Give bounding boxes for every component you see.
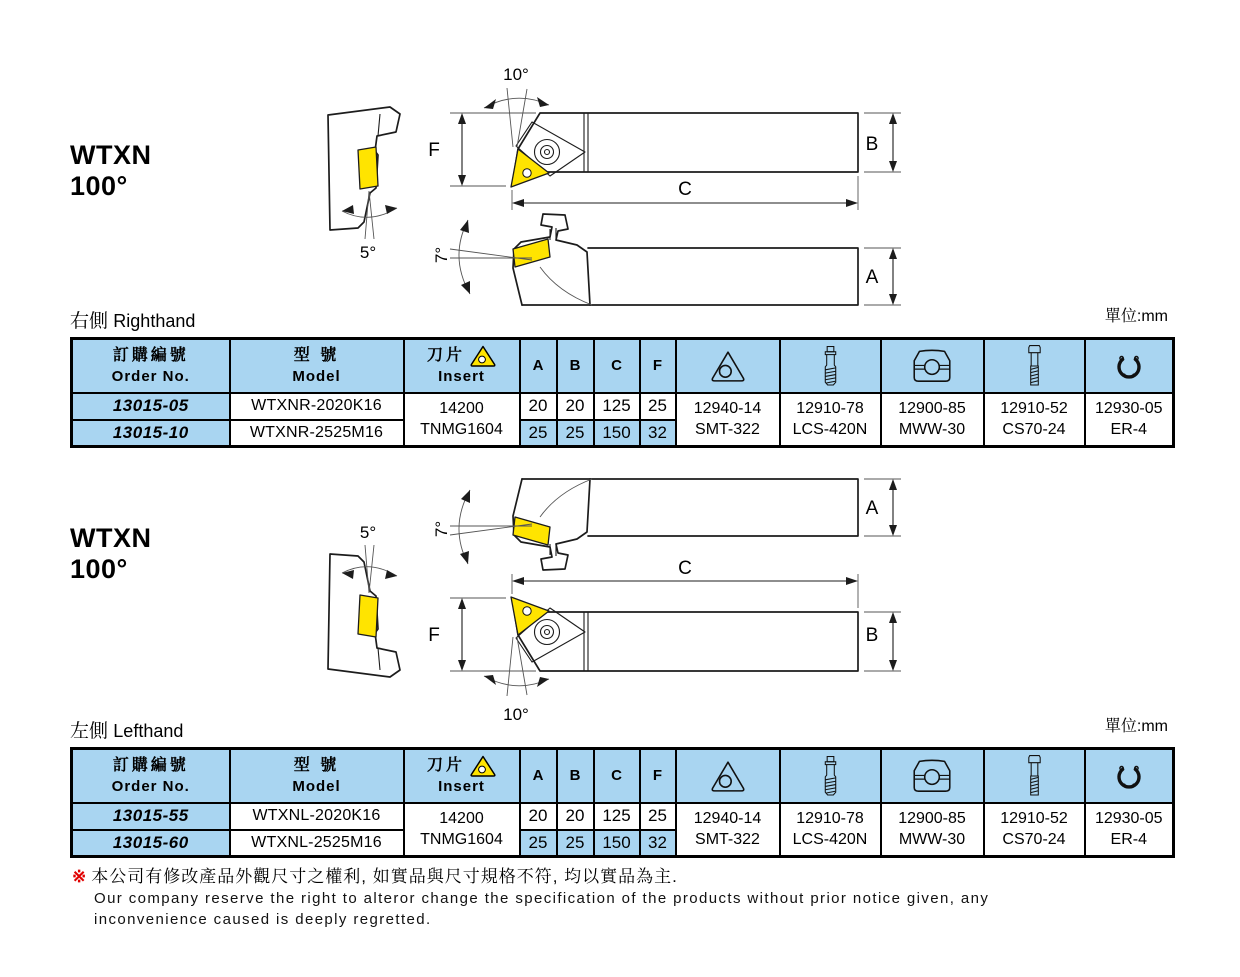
end-view <box>328 107 400 239</box>
shim-screw-icon <box>821 755 840 797</box>
series-angle: 100° <box>70 554 128 584</box>
righthand-spec-table <box>70 337 1175 448</box>
col-clamp <box>881 749 984 803</box>
end-view <box>328 545 400 677</box>
col-order-no: 訂購編號 Order No. <box>72 749 230 803</box>
bottom-view <box>450 574 901 696</box>
footnote-en-line2: inconvenience caused is deeply regretted. <box>94 911 432 928</box>
col-model: 型 號 Model <box>230 339 404 393</box>
hand-label-lefthand: 左側 Lefthand <box>70 721 184 742</box>
shim-icon <box>708 349 748 383</box>
e-ring-part-cell: 12930-05 ER-4 <box>1085 393 1174 447</box>
footnote <box>72 866 1182 930</box>
hand-label-righthand: 右側 Righthand <box>70 311 196 332</box>
model-cell: WTXNR-2020K16 <box>230 393 404 420</box>
dim-c-cell: 150 <box>594 830 640 857</box>
col-shim-screw <box>780 339 881 393</box>
clamp-screw-part-cell: 12910-52 CS70-24 <box>984 803 1085 857</box>
mirrored-geometry <box>328 479 901 696</box>
col-b: B <box>557 749 594 803</box>
dimension-labels <box>360 65 879 288</box>
top-view <box>450 88 901 210</box>
dim-b-cell: 25 <box>557 420 594 447</box>
table-row <box>72 803 1174 830</box>
unit-label: 單位:mm <box>1104 308 1168 325</box>
model-cell: WTXNL-2525M16 <box>230 830 404 857</box>
shim-part-cell: 12940-14 SMT-322 <box>676 803 780 857</box>
col-clamp-screw <box>984 749 1085 803</box>
insert-end-view <box>358 147 378 189</box>
series-name: WTXN <box>70 523 152 553</box>
insert-triangle-icon <box>470 345 496 367</box>
shim-screw-part-cell: 12910-78 LCS-420N <box>780 803 881 857</box>
col-b: B <box>557 339 594 393</box>
side-angle-label: 7° <box>432 246 451 264</box>
col-f: F <box>640 339 676 393</box>
series-name: WTXN <box>70 140 152 170</box>
clamp-part-cell: 12900-85 MWW-30 <box>881 393 984 447</box>
col-order-no: 訂購編號 Order No. <box>72 339 230 393</box>
col-a: A <box>520 339 557 393</box>
shim-part-cell: 12940-14 SMT-322 <box>676 393 780 447</box>
footnote-en-line1: Our company reserve the right to alteror change the specification of the products without prior notice given, any <box>94 890 990 907</box>
lefthand-drawing <box>300 462 920 732</box>
clamp-screw-icon <box>1025 344 1044 388</box>
model-cell: WTXNL-2020K16 <box>230 803 404 830</box>
section1-title <box>70 140 151 202</box>
dim-a-label: A <box>865 498 879 519</box>
col-a: A <box>520 749 557 803</box>
e-ring-icon <box>1112 351 1146 381</box>
col-e-ring <box>1085 339 1174 393</box>
side-angle-label: 7° <box>432 520 451 538</box>
insert-bottom-view <box>511 597 549 635</box>
col-clamp-screw <box>984 339 1085 393</box>
col-e-ring <box>1085 749 1174 803</box>
dim-f-cell: 32 <box>640 830 676 857</box>
insert-cell: 14200 TNMG1604 <box>404 393 520 447</box>
dim-f-cell: 25 <box>640 393 676 420</box>
col-shim <box>676 749 780 803</box>
side-view <box>450 479 901 570</box>
dimension-labels <box>360 498 879 724</box>
col-c: C <box>594 749 640 803</box>
model-cell: WTXNR-2525M16 <box>230 420 404 447</box>
insert-side-view <box>513 239 550 267</box>
e-ring-icon <box>1112 761 1146 791</box>
col-c: C <box>594 339 640 393</box>
righthand-drawing <box>300 52 920 322</box>
col-f: F <box>640 749 676 803</box>
clamp-screw-part-cell: 12910-52 CS70-24 <box>984 393 1085 447</box>
col-shim-screw <box>780 749 881 803</box>
dim-a-cell: 25 <box>520 420 557 447</box>
insert-triangle-icon <box>470 755 496 777</box>
shim-icon <box>708 759 748 793</box>
order-no-cell: 13015-55 <box>72 803 230 830</box>
insert-side-view <box>513 517 550 545</box>
dim-f-cell: 25 <box>640 803 676 830</box>
dim-b-cell: 20 <box>557 803 594 830</box>
end-angle-label: 5° <box>359 523 377 542</box>
dim-c-cell: 150 <box>594 420 640 447</box>
dim-b-label: B <box>865 625 879 646</box>
order-no-cell: 13015-10 <box>72 420 230 447</box>
dim-a-cell: 25 <box>520 830 557 857</box>
col-insert: 刀片 Insert <box>404 749 520 803</box>
table-row <box>72 393 1174 420</box>
end-angle-label: 5° <box>359 243 377 262</box>
dim-c-label: C <box>678 558 692 579</box>
section2-title <box>70 523 151 585</box>
rake-angle-label: 10° <box>503 65 529 84</box>
clamp-icon <box>909 348 955 384</box>
side-view <box>450 214 901 305</box>
footnote-asterisk: ※ <box>72 867 88 886</box>
order-no-cell: 13015-60 <box>72 830 230 857</box>
dim-c-cell: 125 <box>594 803 640 830</box>
rake-angle-label: 10° <box>503 705 529 724</box>
col-shim <box>676 339 780 393</box>
dim-b-label: B <box>865 134 879 155</box>
dim-a-label: A <box>865 267 879 288</box>
col-insert: 刀片 Insert <box>404 339 520 393</box>
clamp-screw-icon <box>1025 754 1044 798</box>
dim-f-cell: 32 <box>640 420 676 447</box>
clamp-icon <box>909 758 955 794</box>
dim-f-label: F <box>428 140 440 161</box>
dim-b-cell: 20 <box>557 393 594 420</box>
clamp-part-cell: 12900-85 MWW-30 <box>881 803 984 857</box>
insert-top-view <box>511 149 549 187</box>
col-clamp <box>881 339 984 393</box>
lefthand-spec-table <box>70 747 1175 858</box>
insert-end-view <box>358 595 378 637</box>
dim-c-cell: 125 <box>594 393 640 420</box>
unit-label: 單位:mm <box>1104 718 1168 735</box>
series-angle: 100° <box>70 171 128 201</box>
insert-cell: 14200 TNMG1604 <box>404 803 520 857</box>
e-ring-part-cell: 12930-05 ER-4 <box>1085 803 1174 857</box>
footnote-zh-line: ※ 本公司有修改產品外觀尺寸之權利, 如實品與尺寸規格不符, 均以實品為主. <box>72 867 678 886</box>
dim-c-label: C <box>678 179 692 200</box>
shim-screw-icon <box>821 345 840 387</box>
dim-a-cell: 20 <box>520 393 557 420</box>
shim-screw-part-cell: 12910-78 LCS-420N <box>780 393 881 447</box>
col-model: 型 號 Model <box>230 749 404 803</box>
dim-b-cell: 25 <box>557 830 594 857</box>
order-no-cell: 13015-05 <box>72 393 230 420</box>
dim-a-cell: 20 <box>520 803 557 830</box>
dim-f-label: F <box>428 625 440 646</box>
